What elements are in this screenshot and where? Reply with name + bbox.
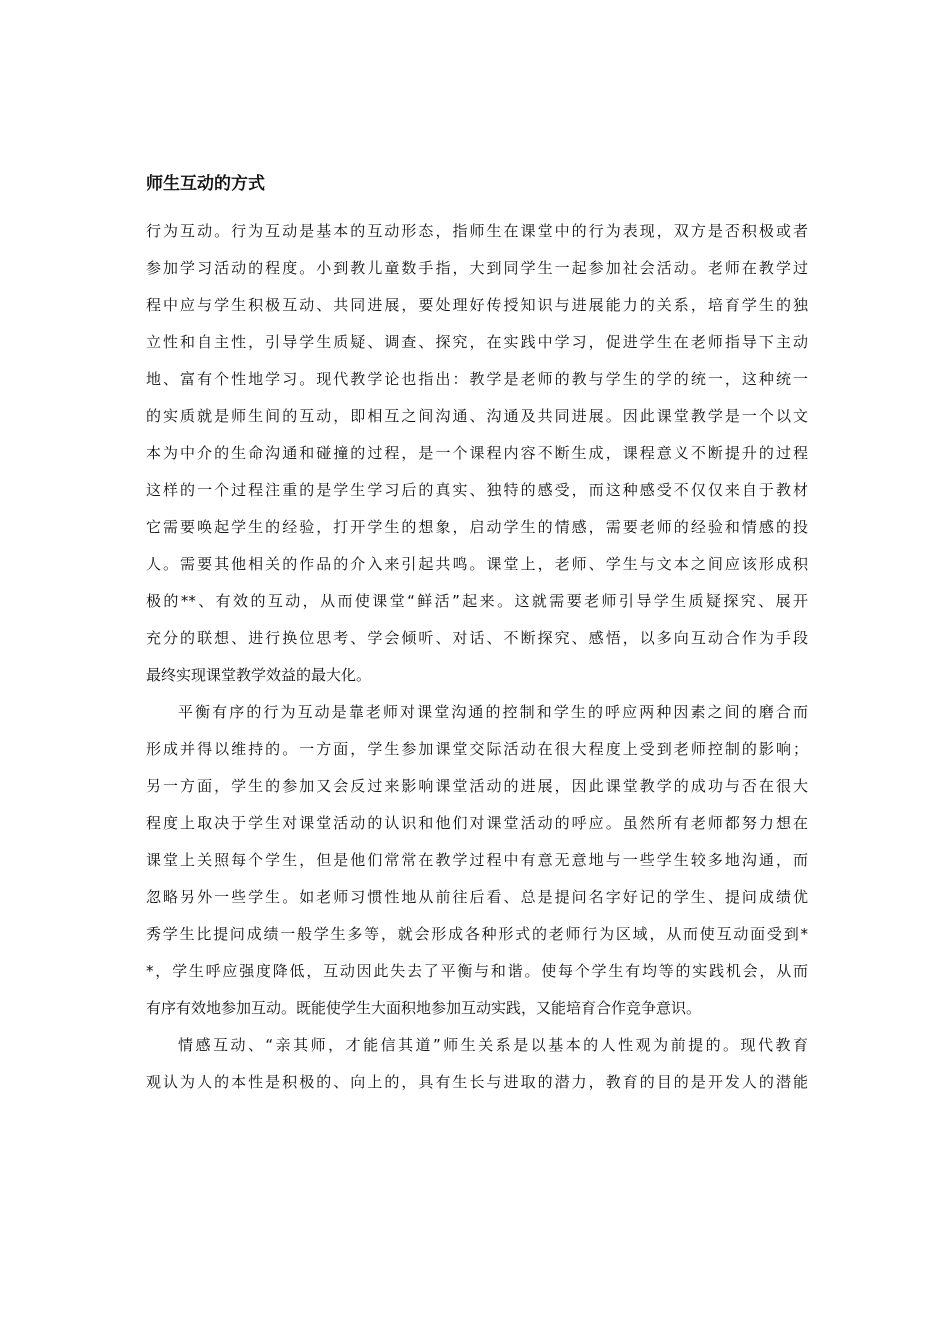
paragraph-2-line: 平衡有序的行为互动是靠老师对课堂沟通的控制和学生的呼应两种因素之间的磨合而 — [178, 703, 808, 721]
paragraph-1-line: 极的**、有效的互动，从而使课堂“鲜活”起来。这就需要老师引导学生质疑探究、展开 — [146, 592, 808, 610]
paragraph-1-line: 行为互动。行为互动是基本的互动形态，指师生在课堂中的行为表现，双方是否积极或者 — [146, 222, 808, 240]
paragraph-2-line: 有序有效地参加互动。既能使学生大面积地参加互动实践，又能培育合作竞争意识。 — [146, 999, 702, 1017]
paragraph-1-line: 立性和自主性，引导学生质疑、调查、探究，在实践中学习，促进学生在老师指导下主动 — [146, 333, 808, 351]
paragraph-2-line: 课堂上关照每个学生，但是他们常常在教学过程中有意无意地与一些学生较多地沟通，而 — [146, 851, 808, 869]
paragraph-1-line: 充分的联想、进行换位思考、学会倾听、对话、不断探究、感悟，以多向互动合作为手段 — [146, 629, 808, 647]
paragraph-2-line: 另一方面，学生的参加又会反过来影响课堂活动的进展，因此课堂教学的成功与否在很大 — [146, 777, 808, 795]
paragraph-1-line: 本为中介的生命沟通和碰撞的过程，是一个课程内容不断生成，课程意义不断提升的过程 — [146, 444, 808, 462]
paragraph-1-line: 参加学习活动的程度。小到教儿童数手指，大到同学生一起参加社会活动。老师在教学过 — [146, 259, 808, 277]
paragraph-2-line: *，学生呼应强度降低，互动因此失去了平衡与和谐。使每个学生有均等的实践机会，从而 — [146, 962, 808, 980]
paragraph-3-line: 情感互动、“亲其师，才能信其道”师生关系是以基本的人性观为前提的。现代教育 — [178, 1036, 808, 1054]
paragraph-2-line: 形成并得以维持的。一方面，学生参加课堂交际活动在很大程度上受到老师控制的影响； — [146, 740, 808, 758]
paragraph-2-line: 秀学生比提问成绩一般学生多等，就会形成各种形式的老师行为区域，从而使互动面受到* — [146, 925, 808, 943]
paragraph-2-line: 程度上取决于学生对课堂活动的认识和他们对课堂活动的呼应。虽然所有老师都努力想在 — [146, 814, 808, 832]
paragraph-1-line: 地、富有个性地学习。现代教学论也指出：教学是老师的教与学生的学的统一，这种统一 — [146, 370, 808, 388]
paragraph-1-line: 它需要唤起学生的经验，打开学生的想象，启动学生的情感，需要老师的经验和情感的投 — [146, 518, 808, 536]
paragraph-2-line: 忽略另外一些学生。如老师习惯性地从前往后看、总是提问名字好记的学生、提问成绩优 — [146, 888, 808, 906]
paragraph-1-line: 最终实现课堂教学效益的最大化。 — [146, 666, 372, 684]
paragraph-3-line: 观认为人的本性是积极的、向上的，具有生长与进取的潜力，教育的目的是开发人的潜能 — [146, 1073, 808, 1091]
paragraph-1-line: 程中应与学生积极互动、共同进展，要处理好传授知识与进展能力的关系，培育学生的独 — [146, 296, 808, 314]
paragraph-1-line: 的实质就是师生间的互动，即相互之间沟通、沟通及共同进展。因此课堂教学是一个以文 — [146, 407, 808, 425]
document-title: 师生互动的方式 — [146, 174, 265, 194]
paragraph-1-line: 这样的一个过程注重的是学生学习后的真实、独特的感受，而这种感受不仅仅来自于教材 — [146, 481, 808, 499]
paragraph-1-line: 人。需要其他相关的作品的介入来引起共鸣。课堂上，老师、学生与文本之间应该形成积 — [146, 555, 808, 573]
